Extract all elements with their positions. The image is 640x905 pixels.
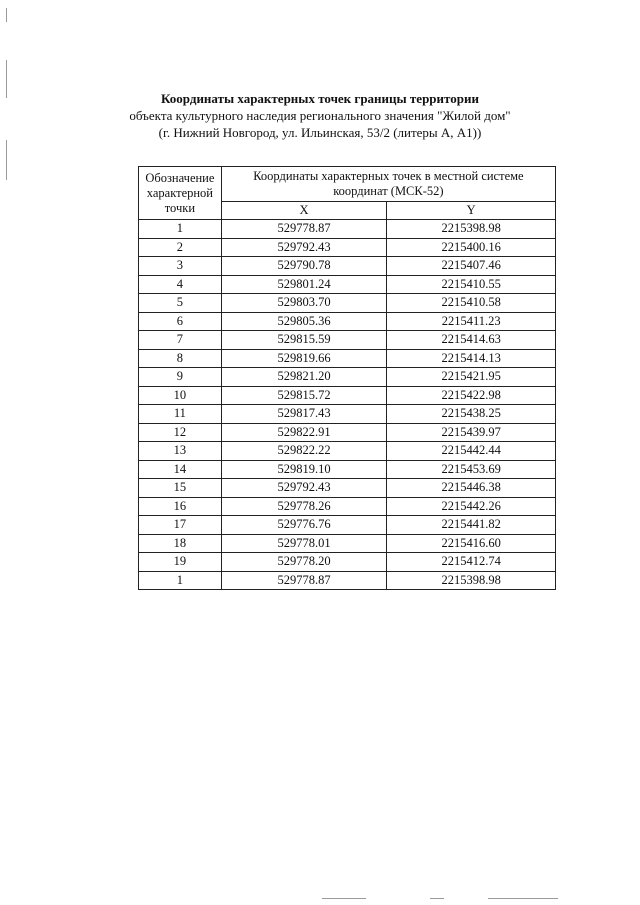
scan-artifact-left-1 xyxy=(6,8,7,22)
document-title xyxy=(0,90,640,141)
point-cell: 15 xyxy=(139,479,222,498)
point-cell: 17 xyxy=(139,516,222,535)
point-cell: 16 xyxy=(139,497,222,516)
table-row xyxy=(139,553,556,572)
table-row xyxy=(139,294,556,313)
y-cell: 2215442.44 xyxy=(387,442,556,461)
coordinates-table xyxy=(138,166,556,590)
x-cell: 529819.10 xyxy=(221,460,387,479)
x-cell: 529822.91 xyxy=(221,423,387,442)
point-cell: 8 xyxy=(139,349,222,368)
point-cell: 1 xyxy=(139,220,222,239)
y-cell: 2215421.95 xyxy=(387,368,556,387)
table-row xyxy=(139,571,556,590)
y-cell: 2215407.46 xyxy=(387,257,556,276)
y-cell: 2215398.98 xyxy=(387,220,556,239)
table-row xyxy=(139,479,556,498)
point-cell: 5 xyxy=(139,294,222,313)
title-line-1: Координаты характерных точек границы территории xyxy=(161,91,479,106)
x-cell: 529815.59 xyxy=(221,331,387,350)
point-cell: 13 xyxy=(139,442,222,461)
point-cell: 1 xyxy=(139,571,222,590)
y-cell: 2215441.82 xyxy=(387,516,556,535)
table-row xyxy=(139,386,556,405)
point-cell: 2 xyxy=(139,238,222,257)
coordinates-table-body xyxy=(139,220,556,590)
point-cell: 7 xyxy=(139,331,222,350)
point-cell: 19 xyxy=(139,553,222,572)
x-cell: 529790.78 xyxy=(221,257,387,276)
y-cell: 2215414.13 xyxy=(387,349,556,368)
title-line-3: (г. Нижний Новгород, ул. Ильинская, 53/2 (литеры А, А1)) xyxy=(158,125,482,140)
header-y: Y xyxy=(387,202,556,220)
table-row xyxy=(139,497,556,516)
point-cell: 4 xyxy=(139,275,222,294)
scan-artifact-bottom-1 xyxy=(322,898,366,899)
y-cell: 2215410.58 xyxy=(387,294,556,313)
point-cell: 9 xyxy=(139,368,222,387)
y-cell: 2215414.63 xyxy=(387,331,556,350)
point-cell: 6 xyxy=(139,312,222,331)
x-cell: 529801.24 xyxy=(221,275,387,294)
scan-artifact-left-3 xyxy=(6,140,7,180)
x-cell: 529778.26 xyxy=(221,497,387,516)
table-row xyxy=(139,442,556,461)
x-cell: 529803.70 xyxy=(221,294,387,313)
table-row xyxy=(139,368,556,387)
y-cell: 2215416.60 xyxy=(387,534,556,553)
x-cell: 529776.76 xyxy=(221,516,387,535)
point-cell: 14 xyxy=(139,460,222,479)
y-cell: 2215442.26 xyxy=(387,497,556,516)
x-cell: 529822.22 xyxy=(221,442,387,461)
y-cell: 2215439.97 xyxy=(387,423,556,442)
x-cell: 529792.43 xyxy=(221,479,387,498)
x-cell: 529819.66 xyxy=(221,349,387,368)
table-row xyxy=(139,405,556,424)
table-row xyxy=(139,516,556,535)
header-point-designation: Обозначение характерной точки xyxy=(139,167,222,220)
header-x: X xyxy=(221,202,387,220)
x-cell: 529792.43 xyxy=(221,238,387,257)
scan-artifact-bottom-2 xyxy=(430,898,444,899)
x-cell: 529778.20 xyxy=(221,553,387,572)
table-row xyxy=(139,312,556,331)
x-cell: 529778.87 xyxy=(221,220,387,239)
point-cell: 10 xyxy=(139,386,222,405)
table-row xyxy=(139,423,556,442)
table-row xyxy=(139,460,556,479)
y-cell: 2215410.55 xyxy=(387,275,556,294)
y-cell: 2215398.98 xyxy=(387,571,556,590)
x-cell: 529821.20 xyxy=(221,368,387,387)
title-line-2: объекта культурного наследия регионального значения "Жилой дом" xyxy=(129,108,511,123)
y-cell: 2215412.74 xyxy=(387,553,556,572)
header-coordinates: Координаты характерных точек в местной системе координат (МСК-52) xyxy=(221,167,555,202)
table-row xyxy=(139,331,556,350)
point-cell: 18 xyxy=(139,534,222,553)
point-cell: 12 xyxy=(139,423,222,442)
y-cell: 2215446.38 xyxy=(387,479,556,498)
x-cell: 529778.87 xyxy=(221,571,387,590)
y-cell: 2215438.25 xyxy=(387,405,556,424)
table-row xyxy=(139,238,556,257)
scan-artifact-bottom-3 xyxy=(488,898,558,899)
y-cell: 2215453.69 xyxy=(387,460,556,479)
point-cell: 11 xyxy=(139,405,222,424)
table-row xyxy=(139,220,556,239)
table-row xyxy=(139,275,556,294)
point-cell: 3 xyxy=(139,257,222,276)
y-cell: 2215400.16 xyxy=(387,238,556,257)
x-cell: 529805.36 xyxy=(221,312,387,331)
y-cell: 2215422.98 xyxy=(387,386,556,405)
table-row xyxy=(139,534,556,553)
x-cell: 529778.01 xyxy=(221,534,387,553)
y-cell: 2215411.23 xyxy=(387,312,556,331)
x-cell: 529815.72 xyxy=(221,386,387,405)
x-cell: 529817.43 xyxy=(221,405,387,424)
table-row xyxy=(139,257,556,276)
table-row xyxy=(139,349,556,368)
